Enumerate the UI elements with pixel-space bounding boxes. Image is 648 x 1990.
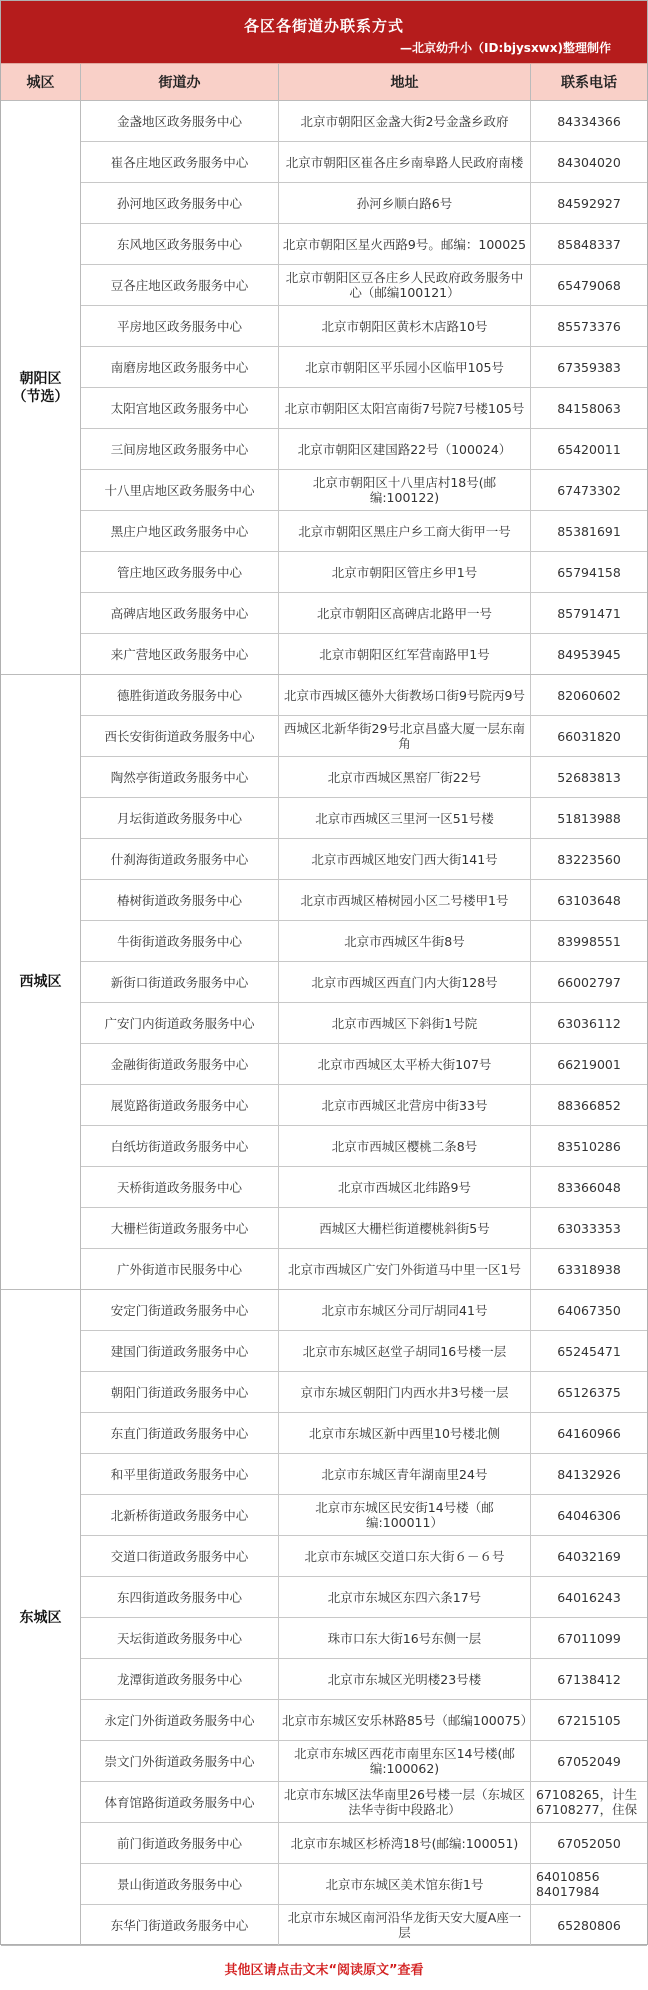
street-office-phone: 88366852	[557, 1097, 621, 1113]
street-office-address: 北京市东城区分司厅胡同41号	[279, 1290, 531, 1330]
street-office-address: 北京市西城区下斜街1号院	[279, 1003, 531, 1043]
street-office-name: 展览路街道政务服务中心	[81, 1085, 279, 1125]
street-office-name: 大栅栏街道政务服务中心	[81, 1208, 279, 1248]
street-office-phone: 85381691	[557, 523, 621, 539]
street-office-phone: 84953945	[557, 646, 621, 662]
street-office-name: 朝阳门街道政务服务中心	[81, 1372, 279, 1412]
street-office-address: 北京市朝阳区高碑店北路甲一号	[279, 593, 531, 633]
street-office-name: 安定门街道政务服务中心	[81, 1290, 279, 1330]
table-row	[81, 1167, 647, 1208]
street-office-phone: 63103648	[557, 892, 621, 908]
street-office-address: 北京市朝阳区管庄乡甲1号	[279, 552, 531, 592]
street-office-phone: 65794158	[557, 564, 621, 580]
street-office-name: 三间房地区政务服务中心	[81, 429, 279, 469]
table-row	[81, 716, 647, 757]
street-office-phone: 51813988	[557, 810, 621, 826]
street-office-phone: 84334366	[557, 113, 621, 129]
street-office-name: 黑庄户地区政务服务中心	[81, 511, 279, 551]
street-office-address: 北京市东城区交道口东大街６－６号	[279, 1536, 531, 1576]
street-office-name: 金盏地区政务服务中心	[81, 101, 279, 141]
street-office-phone: 83366048	[557, 1179, 621, 1195]
street-office-name: 新街口街道政务服务中心	[81, 962, 279, 1002]
street-office-address: 北京市东城区赵堂子胡同16号楼一层	[279, 1331, 531, 1371]
street-office-name: 月坛街道政务服务中心	[81, 798, 279, 838]
street-office-address: 北京市朝阳区豆各庄乡人民政府政务服务中心（邮编100121）	[279, 265, 531, 305]
street-office-address: 北京市东城区新中西里10号楼北侧	[279, 1413, 531, 1453]
street-office-phone: 67138412	[557, 1671, 621, 1687]
table-row	[81, 1003, 647, 1044]
street-office-address: 珠市口东大街16号东侧一层	[279, 1618, 531, 1658]
street-office-address: 北京市东城区东四六条17号	[279, 1577, 531, 1617]
street-office-phone: 84132926	[557, 1466, 621, 1482]
street-office-name: 太阳宫地区政务服务中心	[81, 388, 279, 428]
table-row	[81, 880, 647, 921]
street-office-phone: 83510286	[557, 1138, 621, 1154]
table-row	[81, 101, 647, 142]
table-body	[1, 101, 647, 1946]
street-office-phone: 65479068	[557, 277, 621, 293]
street-office-phone: 64046306	[557, 1507, 621, 1523]
street-office-phone: 64067350	[557, 1302, 621, 1318]
street-office-phone: 67359383	[557, 359, 621, 375]
street-office-phone: 63036112	[557, 1015, 621, 1031]
table-row	[81, 470, 647, 511]
street-office-address: 西城区北新华街29号北京昌盛大厦一层东南角	[279, 716, 531, 756]
street-office-address: 北京市西城区北纬路9号	[279, 1167, 531, 1207]
street-office-name: 孙河地区政务服务中心	[81, 183, 279, 223]
street-office-phone: 66002797	[557, 974, 621, 990]
district-name-cell	[1, 675, 81, 1289]
table-row	[81, 1495, 647, 1536]
table-row	[81, 839, 647, 880]
street-office-phone: 66031820	[557, 728, 621, 744]
street-office-name: 管庄地区政务服务中心	[81, 552, 279, 592]
district-block	[1, 1290, 647, 1946]
street-office-name: 广安门内街道政务服务中心	[81, 1003, 279, 1043]
table-row	[81, 1536, 647, 1577]
table-row	[81, 142, 647, 183]
street-office-name: 豆各庄地区政务服务中心	[81, 265, 279, 305]
street-office-phone: 67052050	[557, 1835, 621, 1851]
table-row	[81, 1864, 647, 1905]
street-office-name: 崇文门外街道政务服务中心	[81, 1741, 279, 1781]
table-row	[81, 1618, 647, 1659]
street-office-address: 北京市东城区法华南里26号楼一层（东城区法华寺街中段路北）	[279, 1782, 531, 1822]
street-office-address: 北京市朝阳区黄杉木店路10号	[279, 306, 531, 346]
header-district: 城区	[1, 64, 81, 100]
street-office-address: 孙河乡顺白路6号	[279, 183, 531, 223]
street-office-name: 牛街街道政务服务中心	[81, 921, 279, 961]
street-office-address: 北京市东城区民安街14号楼（邮编:100011）	[279, 1495, 531, 1535]
table-row	[81, 1659, 647, 1700]
street-office-phone: 63033353	[557, 1220, 621, 1236]
table-row	[81, 1577, 647, 1618]
street-office-phone: 65420011	[557, 441, 621, 457]
street-office-address: 北京市东城区安乐林路85号（邮编100075）	[279, 1700, 531, 1740]
table-row	[81, 675, 647, 716]
table-row	[81, 1454, 647, 1495]
table-row	[81, 1700, 647, 1741]
street-office-phone: 67052049	[557, 1753, 621, 1769]
street-office-name: 天坛街道政务服务中心	[81, 1618, 279, 1658]
table-row	[81, 388, 647, 429]
street-office-name: 北新桥街道政务服务中心	[81, 1495, 279, 1535]
table-row	[81, 634, 647, 674]
street-office-address: 北京市东城区光明楼23号楼	[279, 1659, 531, 1699]
header-street-office: 街道办	[81, 64, 279, 100]
street-office-name: 崔各庄地区政务服务中心	[81, 142, 279, 182]
street-office-name: 金融街街道政务服务中心	[81, 1044, 279, 1084]
street-office-address: 北京市东城区南河沿华龙街天安大厦A座一层	[279, 1905, 531, 1945]
street-office-phone: 64032169	[557, 1548, 621, 1564]
district-name: 东城区	[19, 1609, 62, 1626]
street-office-name: 东风地区政务服务中心	[81, 224, 279, 264]
street-office-phone: 64160966	[557, 1425, 621, 1441]
street-office-phone: 67215105	[557, 1712, 621, 1728]
street-office-phone: 85848337	[557, 236, 621, 252]
street-office-name: 陶然亭街道政务服务中心	[81, 757, 279, 797]
table-row	[81, 511, 647, 552]
street-office-address: 北京市西城区太平桥大街107号	[279, 1044, 531, 1084]
street-office-phone: 65245471	[557, 1343, 621, 1359]
title-banner	[1, 1, 647, 63]
street-office-phone: 65280806	[557, 1917, 621, 1933]
table-row	[81, 757, 647, 798]
street-office-name: 景山街道政务服务中心	[81, 1864, 279, 1904]
street-office-phone: 83223560	[557, 851, 621, 867]
street-office-address: 北京市西城区地安门西大街141号	[279, 839, 531, 879]
table-row	[81, 183, 647, 224]
district-name-cell	[1, 101, 81, 674]
street-office-phone: 84304020	[557, 154, 621, 170]
table-row	[81, 1085, 647, 1126]
footer-note[interactable]: 其他区请点击文末“阅读原文”查看	[224, 1962, 424, 1978]
street-office-name: 什刹海街道政务服务中心	[81, 839, 279, 879]
table-row	[81, 1372, 647, 1413]
street-office-address: 北京市朝阳区建国路22号（100024）	[279, 429, 531, 469]
street-office-address: 北京市东城区杉桥湾18号(邮编:100051)	[279, 1823, 531, 1863]
street-office-phone: 67011099	[557, 1630, 621, 1646]
street-office-address: 北京市朝阳区黑庄户乡工商大街甲一号	[279, 511, 531, 551]
table-row	[81, 1413, 647, 1454]
page-title: 各区各街道办联系方式	[243, 17, 404, 35]
street-office-address: 北京市西城区三里河一区51号楼	[279, 798, 531, 838]
street-office-address: 北京市西城区椿树园小区二号楼甲1号	[279, 880, 531, 920]
table-row	[81, 1044, 647, 1085]
street-office-address: 北京市朝阳区太阳宫南街7号院7号楼105号	[279, 388, 531, 428]
street-office-name: 建国门街道政务服务中心	[81, 1331, 279, 1371]
street-office-phone: 85573376	[557, 318, 621, 334]
street-office-phone: 52683813	[557, 769, 621, 785]
district-note: （节选）	[12, 388, 69, 405]
table-row	[81, 1290, 647, 1331]
street-office-name: 交道口街道政务服务中心	[81, 1536, 279, 1576]
table-row	[81, 921, 647, 962]
table-row	[81, 1126, 647, 1167]
street-office-address: 北京市西城区樱桃二条8号	[279, 1126, 531, 1166]
street-office-phone: 85791471	[557, 605, 621, 621]
street-office-phone: 64016243	[557, 1589, 621, 1605]
district-block	[1, 101, 647, 675]
street-office-address: 北京市西城区北营房中街33号	[279, 1085, 531, 1125]
district-block	[1, 675, 647, 1290]
street-office-phone: 65126375	[557, 1384, 621, 1400]
table-row	[81, 429, 647, 470]
street-office-name: 东华门街道政务服务中心	[81, 1905, 279, 1945]
street-office-name: 东直门街道政务服务中心	[81, 1413, 279, 1453]
table-row	[81, 962, 647, 1003]
street-office-address: 北京市西城区广安门外街道马中里一区1号	[279, 1249, 531, 1289]
table-row	[81, 1823, 647, 1864]
street-office-address: 北京市东城区西花市南里东区14号楼(邮编:100062)	[279, 1741, 531, 1781]
table-row	[81, 265, 647, 306]
table-row	[81, 552, 647, 593]
district-name-cell	[1, 1290, 81, 1945]
district-name: 西城区	[19, 974, 62, 990]
district-name: 朝阳区	[19, 370, 62, 387]
street-office-phone: 66219001	[557, 1056, 621, 1072]
street-office-address: 北京市西城区德外大街教场口街9号院丙9号	[279, 675, 531, 715]
street-office-phone: 84158063	[557, 400, 621, 416]
street-office-address: 北京市朝阳区崔各庄乡南皋路人民政府南楼	[279, 142, 531, 182]
street-office-name: 龙潭街道政务服务中心	[81, 1659, 279, 1699]
street-office-address: 北京市朝阳区十八里店村18号(邮编:100122)	[279, 470, 531, 510]
street-office-phone: 84592927	[557, 195, 621, 211]
street-office-phone: 67473302	[557, 482, 621, 498]
table-row	[81, 1331, 647, 1372]
street-office-name: 十八里店地区政务服务中心	[81, 470, 279, 510]
table-row	[81, 1782, 647, 1823]
street-office-name: 南磨房地区政务服务中心	[81, 347, 279, 387]
street-office-name: 椿树街道政务服务中心	[81, 880, 279, 920]
street-office-address: 北京市西城区西直门内大街128号	[279, 962, 531, 1002]
table-row	[81, 1208, 647, 1249]
table-header	[1, 63, 647, 101]
street-office-address: 北京市朝阳区平乐园小区临甲105号	[279, 347, 531, 387]
street-office-name: 天桥街道政务服务中心	[81, 1167, 279, 1207]
table-row	[81, 593, 647, 634]
street-office-address: 北京市朝阳区红军营南路甲1号	[279, 634, 531, 674]
table-row	[81, 1249, 647, 1289]
street-office-phone: 63318938	[557, 1261, 621, 1277]
street-office-name: 德胜街道政务服务中心	[81, 675, 279, 715]
page-subtitle: —北京幼升小（ID:bjysxwx)整理制作	[400, 41, 611, 55]
table-row	[81, 306, 647, 347]
street-office-name: 前门街道政务服务中心	[81, 1823, 279, 1863]
street-office-name: 和平里街道政务服务中心	[81, 1454, 279, 1494]
street-office-name: 高碑店地区政务服务中心	[81, 593, 279, 633]
street-office-name: 西长安街街道政务服务中心	[81, 716, 279, 756]
street-office-name: 永定门外街道政务服务中心	[81, 1700, 279, 1740]
street-office-name: 来广营地区政务服务中心	[81, 634, 279, 674]
street-office-name: 广外街道市民服务中心	[81, 1249, 279, 1289]
street-office-address: 北京市朝阳区金盏大街2号金盏乡政府	[279, 101, 531, 141]
table-row	[81, 347, 647, 388]
street-office-name: 平房地区政务服务中心	[81, 306, 279, 346]
table-row	[81, 1905, 647, 1945]
street-office-address: 北京市朝阳区星火西路9号。邮编：100025	[279, 224, 531, 264]
street-office-phone: 67108265，计生67108277，住保	[536, 1787, 638, 1817]
table-row	[81, 1741, 647, 1782]
table-row	[81, 798, 647, 839]
street-office-address: 北京市东城区青年湖南里24号	[279, 1454, 531, 1494]
street-office-phone: 82060602	[557, 687, 621, 703]
header-phone: 联系电话	[561, 75, 617, 91]
street-office-name: 体育馆路街道政务服务中心	[81, 1782, 279, 1822]
street-office-address: 北京市东城区美术馆东街1号	[279, 1864, 531, 1904]
street-office-phone: 83998551	[557, 933, 621, 949]
street-office-phone: 64010856 84017984	[536, 1869, 600, 1899]
street-office-address: 西城区大栅栏街道樱桃斜街5号	[279, 1208, 531, 1248]
header-address: 地址	[279, 64, 531, 100]
street-office-address: 京市东城区朝阳门内西水井3号楼一层	[279, 1372, 531, 1412]
street-office-name: 白纸坊街道政务服务中心	[81, 1126, 279, 1166]
street-office-name: 东四街道政务服务中心	[81, 1577, 279, 1617]
street-office-address: 北京市西城区黑窑厂街22号	[279, 757, 531, 797]
table-row	[81, 224, 647, 265]
street-office-address: 北京市西城区牛街8号	[279, 921, 531, 961]
